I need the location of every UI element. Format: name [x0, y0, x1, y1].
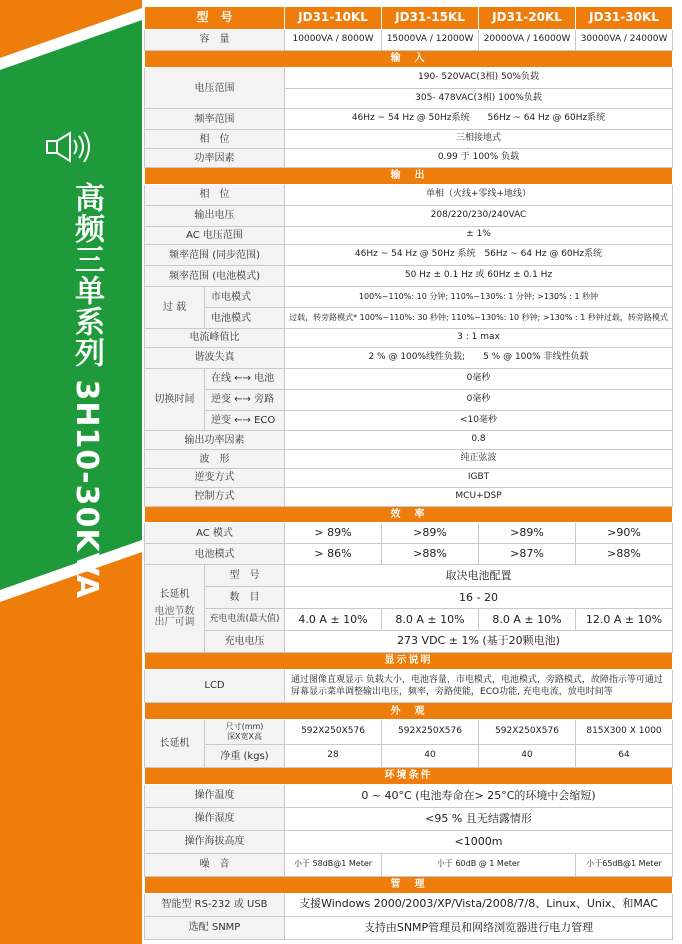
- waveform-label: 波 形: [145, 450, 285, 469]
- input-voltage-label: 电压范围: [145, 67, 285, 109]
- charge-current-value: 8.0 A ± 10%: [479, 609, 576, 631]
- output-pf-label: 输出功率因素: [145, 431, 285, 450]
- noise-value: 小于 58dB@1 Meter: [285, 853, 382, 876]
- input-voltage-value: 190- 520VAC(3相) 50%负载: [285, 67, 673, 88]
- capacity-label: 容 量: [145, 30, 285, 51]
- efficiency-battery-value: > 86%: [285, 544, 382, 565]
- freq-sync-row: [145, 245, 673, 266]
- capacity-value: 10000VA / 8000W: [285, 30, 382, 51]
- ac-range-label: AC 电压范围: [145, 226, 285, 245]
- freq-battery-row: [145, 266, 673, 287]
- capacity-value: 20000VA / 16000W: [479, 30, 576, 51]
- output-voltage-row: [145, 205, 673, 226]
- crest-label: 电流峰值比: [145, 328, 285, 347]
- ac-range-value: ± 1%: [285, 226, 673, 245]
- capacity-value: 30000VA / 24000W: [576, 30, 673, 51]
- waveform-row: [145, 450, 673, 469]
- output-phase-row: [145, 184, 673, 205]
- charge-current-value: 8.0 A ± 10%: [382, 609, 479, 631]
- dimension-value: 592X250X576: [382, 719, 479, 744]
- series-title: 高频三单系列 3H10-30KVA: [69, 182, 104, 600]
- efficiency-title: 效 率: [145, 506, 673, 523]
- input-phase-label: 相 位: [145, 130, 285, 149]
- model-30kl: JD31-30KL: [576, 7, 673, 30]
- input-phase-row: [145, 130, 673, 149]
- freq-sync-value: 46Hz ~ 54 Hz @ 50Hz 系统 56Hz ~ 64 Hz @ 60Hz系统: [285, 245, 673, 266]
- efficiency-battery-label: 电池模式: [145, 544, 285, 565]
- battery-type-row: [145, 565, 673, 587]
- environment-title: 环境条件: [145, 768, 673, 785]
- efficiency-battery-value: >88%: [576, 544, 673, 565]
- temperature-label: 操作温度: [145, 784, 285, 807]
- snmp-label: 选配 SNMP: [145, 916, 285, 939]
- transfer-row: [145, 389, 673, 410]
- input-pf-row: [145, 149, 673, 168]
- control-value: MCU+DSP: [285, 487, 673, 506]
- environment-section-header: [145, 768, 673, 785]
- appearance-title: 外 观: [145, 703, 673, 720]
- lcd-row: [145, 669, 673, 702]
- model-header-row: [145, 7, 673, 30]
- charge-voltage-value: 273 VDC ± 1% (基于20颗电池): [285, 631, 673, 653]
- weight-value: 28: [285, 745, 382, 768]
- snmp-value: 支持由SNMP管理员和网络浏览器进行电力管理: [285, 916, 673, 939]
- output-phase-value: 单相（火线+零线+地线）: [285, 184, 673, 205]
- lcd-label: LCD: [145, 669, 285, 702]
- temperature-value: 0 ~ 40°C (电池寿命在> 25°C的环境中会缩短): [285, 784, 673, 807]
- humidity-row: [145, 807, 673, 830]
- dimension-value: 815X300 X 1000: [576, 719, 673, 744]
- output-phase-label: 相 位: [145, 184, 285, 205]
- dimension-value: 592X250X576: [285, 719, 382, 744]
- capacity-row: [145, 30, 673, 51]
- display-title: 显示说明: [145, 653, 673, 670]
- noise-value: 小于 60dB @ 1 Meter: [382, 853, 576, 876]
- efficiency-ac-value: >90%: [576, 523, 673, 544]
- efficiency-ac-value: >89%: [479, 523, 576, 544]
- input-pf-label: 功率因素: [145, 149, 285, 168]
- appearance-label: 长延机: [145, 719, 205, 767]
- management-section-header: [145, 876, 673, 893]
- humidity-value: <95 % 且无结露情形: [285, 807, 673, 830]
- efficiency-ac-label: AC 模式: [145, 523, 285, 544]
- battery-count-label: 数 目: [205, 587, 285, 609]
- control-label: 控制方式: [145, 487, 285, 506]
- dimension-value: 592X250X576: [479, 719, 576, 744]
- noise-label: 噪 音: [145, 853, 285, 876]
- transfer-label: 切换时间: [145, 368, 205, 431]
- input-frequency-value: 46Hz ~ 54 Hz @ 50Hz系统 56Hz ~ 64 Hz @ 60Hz系统: [285, 109, 673, 130]
- management-title: 管 理: [145, 876, 673, 893]
- efficiency-ac-value: >89%: [382, 523, 479, 544]
- input-section-header: [145, 50, 673, 67]
- overload-mains-label: 市电模式: [205, 287, 285, 308]
- transfer-item-value: 0毫秒: [285, 389, 673, 410]
- dimension-label: 尺寸(mm) 深X宽X高: [205, 719, 285, 744]
- charge-current-value: 12.0 A ± 10%: [576, 609, 673, 631]
- crest-value: 3 : 1 max: [285, 328, 673, 347]
- lcd-value: 通过图像直观显示 负载大小，电池容量，市电模式，电池模式，旁路模式，故障指示等可通过屏幕显示菜单调整输出电压，频率，旁路使能，ECO功能, 充电电流，放电时间等: [285, 669, 673, 702]
- thd-value: 2 % @ 100%线性负载; 5 % @ 100% 非线性负载: [285, 347, 673, 368]
- overload-battery-value: 过载，转旁路模式* 100%~110%: 30 秒钟; 110%~130%: 10 秒钟; >130% : 1 秒钟过载，转旁路模式: [285, 308, 673, 329]
- output-pf-row: [145, 431, 673, 450]
- dimension-row: [145, 719, 673, 744]
- charge-current-row: [145, 609, 673, 631]
- input-pf-value: 0.99 于 100% 负载: [285, 149, 673, 168]
- noise-row: [145, 853, 673, 876]
- input-frequency-label: 频率范围: [145, 109, 285, 130]
- input-voltage-row: [145, 67, 673, 88]
- input-voltage-value: 305- 478VAC(3相) 100%负载: [285, 88, 673, 109]
- input-frequency-row: [145, 109, 673, 130]
- temperature-row: [145, 784, 673, 807]
- battery-count-row: [145, 587, 673, 609]
- noise-value: 小于65dB@1 Meter: [576, 853, 673, 876]
- appearance-section-header: [145, 703, 673, 720]
- ac-range-row: [145, 226, 673, 245]
- charge-current-value: 4.0 A ± 10%: [285, 609, 382, 631]
- freq-battery-value: 50 Hz ± 0.1 Hz 或 60Hz ± 0.1 Hz: [285, 266, 673, 287]
- battery-count-value: 16 - 20: [285, 587, 673, 609]
- capacity-value: 15000VA / 12000W: [382, 30, 479, 51]
- thd-label: 谐波失真: [145, 347, 285, 368]
- long-run-note: 电池节数 出厂可调: [154, 606, 195, 629]
- altitude-row: [145, 830, 673, 853]
- output-voltage-value: 208/220/230/240VAC: [285, 205, 673, 226]
- model-10kl: JD31-10KL: [285, 7, 382, 30]
- sidebar-band: [0, 0, 142, 944]
- transfer-item-label: 逆变 ←→ 旁路: [205, 389, 285, 410]
- transfer-item-value: <10毫秒: [285, 410, 673, 431]
- transfer-item-value: 0毫秒: [285, 368, 673, 389]
- spec-table: [144, 6, 673, 940]
- model-15kl: JD31-15KL: [382, 7, 479, 30]
- snmp-row: [145, 916, 673, 939]
- long-run-label: 长延机: [159, 589, 190, 601]
- input-title: 输 入: [145, 50, 673, 67]
- altitude-label: 操作海拔高度: [145, 830, 285, 853]
- speaker-emblem-icon: [46, 130, 94, 164]
- efficiency-battery-row: [145, 544, 673, 565]
- efficiency-section-header: [145, 506, 673, 523]
- battery-type-value: 取决电池配置: [285, 565, 673, 587]
- efficiency-battery-value: >87%: [479, 544, 576, 565]
- rs232-label: 智能型 RS-232 或 USB: [145, 893, 285, 916]
- weight-value: 40: [479, 745, 576, 768]
- output-pf-value: 0.8: [285, 431, 673, 450]
- transfer-item-label: 在线 ←→ 电池: [205, 368, 285, 389]
- efficiency-ac-value: > 89%: [285, 523, 382, 544]
- output-title: 输 出: [145, 167, 673, 184]
- overload-battery-row: [145, 308, 673, 329]
- overload-mains-value: 100%~110%: 10 分钟; 110%~130%: 1 分钟; >130% : 1 秒钟: [285, 287, 673, 308]
- charge-current-label: 充电电流(最大值): [205, 609, 285, 631]
- output-section-header: [145, 167, 673, 184]
- efficiency-ac-row: [145, 523, 673, 544]
- weight-value: 64: [576, 745, 673, 768]
- transfer-row: [145, 368, 673, 389]
- humidity-label: 操作湿度: [145, 807, 285, 830]
- control-row: [145, 487, 673, 506]
- charge-voltage-label: 充电电压: [205, 631, 285, 653]
- transfer-item-label: 逆变 ←→ ECO: [205, 410, 285, 431]
- waveform-value: 纯正弦波: [285, 450, 673, 469]
- thd-row: [145, 347, 673, 368]
- freq-sync-label: 频率范围 (同步范围): [145, 245, 285, 266]
- type-label: 型 号: [145, 7, 285, 30]
- crest-row: [145, 328, 673, 347]
- weight-label: 净重 (kgs): [205, 745, 285, 768]
- weight-value: 40: [382, 745, 479, 768]
- overload-label: 过 载: [145, 287, 205, 329]
- inverter-row: [145, 469, 673, 488]
- transfer-row: [145, 410, 673, 431]
- long-run-label-cell: [145, 565, 205, 653]
- rs232-value: 支援Windows 2000/2003/XP/Vista/2008/7/8、Linux、Unix、和MAC: [285, 893, 673, 916]
- output-voltage-label: 输出电压: [145, 205, 285, 226]
- efficiency-battery-value: >88%: [382, 544, 479, 565]
- overload-battery-label: 电池模式: [205, 308, 285, 329]
- altitude-value: <1000m: [285, 830, 673, 853]
- model-20kl: JD31-20KL: [479, 7, 576, 30]
- overload-mains-row: [145, 287, 673, 308]
- rs232-row: [145, 893, 673, 916]
- freq-battery-label: 频率范围 (电池模式): [145, 266, 285, 287]
- input-phase-value: 三相接地式: [285, 130, 673, 149]
- battery-type-label: 型 号: [205, 565, 285, 587]
- charge-voltage-row: [145, 631, 673, 653]
- weight-row: [145, 745, 673, 768]
- inverter-value: IGBT: [285, 469, 673, 488]
- display-section-header: [145, 653, 673, 670]
- inverter-label: 逆变方式: [145, 469, 285, 488]
